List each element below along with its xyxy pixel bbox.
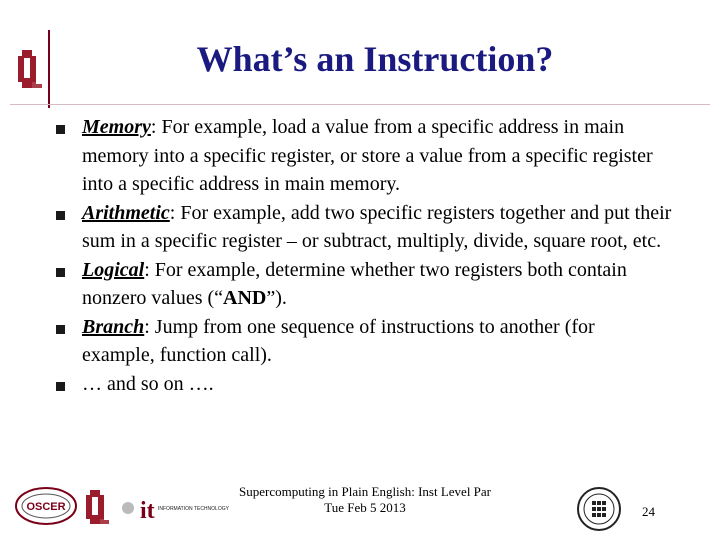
bullet-icon	[56, 211, 65, 220]
bullet-item	[52, 256, 672, 313]
bullet-tail: ”).	[266, 287, 287, 309]
bullet-term: Branch	[82, 315, 145, 338]
footer-line-2: Tue Feb 5 2013	[324, 500, 406, 515]
bullet-list	[52, 113, 672, 398]
bullet-text: … and so on ….	[82, 372, 214, 395]
bullet-item	[52, 113, 672, 199]
bullet-icon	[56, 382, 65, 391]
svg-text:it: it	[140, 498, 155, 524]
bullet-text: : Jump from one sequence of instructions to another (for example, function call).	[82, 315, 595, 366]
bullet-term: Logical	[82, 258, 145, 281]
ou-logo-footer-icon	[86, 490, 109, 524]
bullet-icon	[56, 325, 65, 334]
bullet-term: Arithmetic	[82, 201, 170, 224]
bullet-item	[52, 313, 672, 370]
page-number: 24	[642, 504, 655, 519]
bullet-text: : For example, add two specific registers together and put their sum in a specific register – or subtract, multiply, divide, square root, etc.	[82, 201, 672, 252]
bullet-text: : For example, load a value from a specific address in main memory into a specific register, or store a value from a specific register into a specific address in main memory.	[82, 116, 653, 195]
bullet-term: Memory	[82, 116, 151, 138]
footer-logos	[10, 478, 229, 534]
bullet-item	[52, 199, 672, 256]
title-divider-vertical	[48, 30, 50, 108]
bullet-bold: AND	[223, 287, 267, 309]
oscer-logo-icon	[16, 488, 76, 524]
bullet-icon	[56, 268, 65, 277]
footer-text	[200, 484, 530, 516]
footer-line-1: Supercomputing in Plain English: Inst Level Par	[238, 484, 492, 499]
title-divider-horizontal	[10, 104, 710, 105]
seal-icon	[576, 486, 622, 532]
slide-title: What’s an Instruction?	[196, 39, 554, 79]
oscer-logo-text: OSCER	[26, 501, 66, 513]
it-logo-text: INFORMATION TECHNOLOGY	[158, 506, 229, 512]
bullet-icon	[56, 125, 65, 134]
bullet-item	[52, 370, 672, 399]
ou-logo-icon	[10, 44, 50, 94]
bullet-text: : For example, determine whether two registers both contain nonzero values (“	[82, 258, 627, 309]
